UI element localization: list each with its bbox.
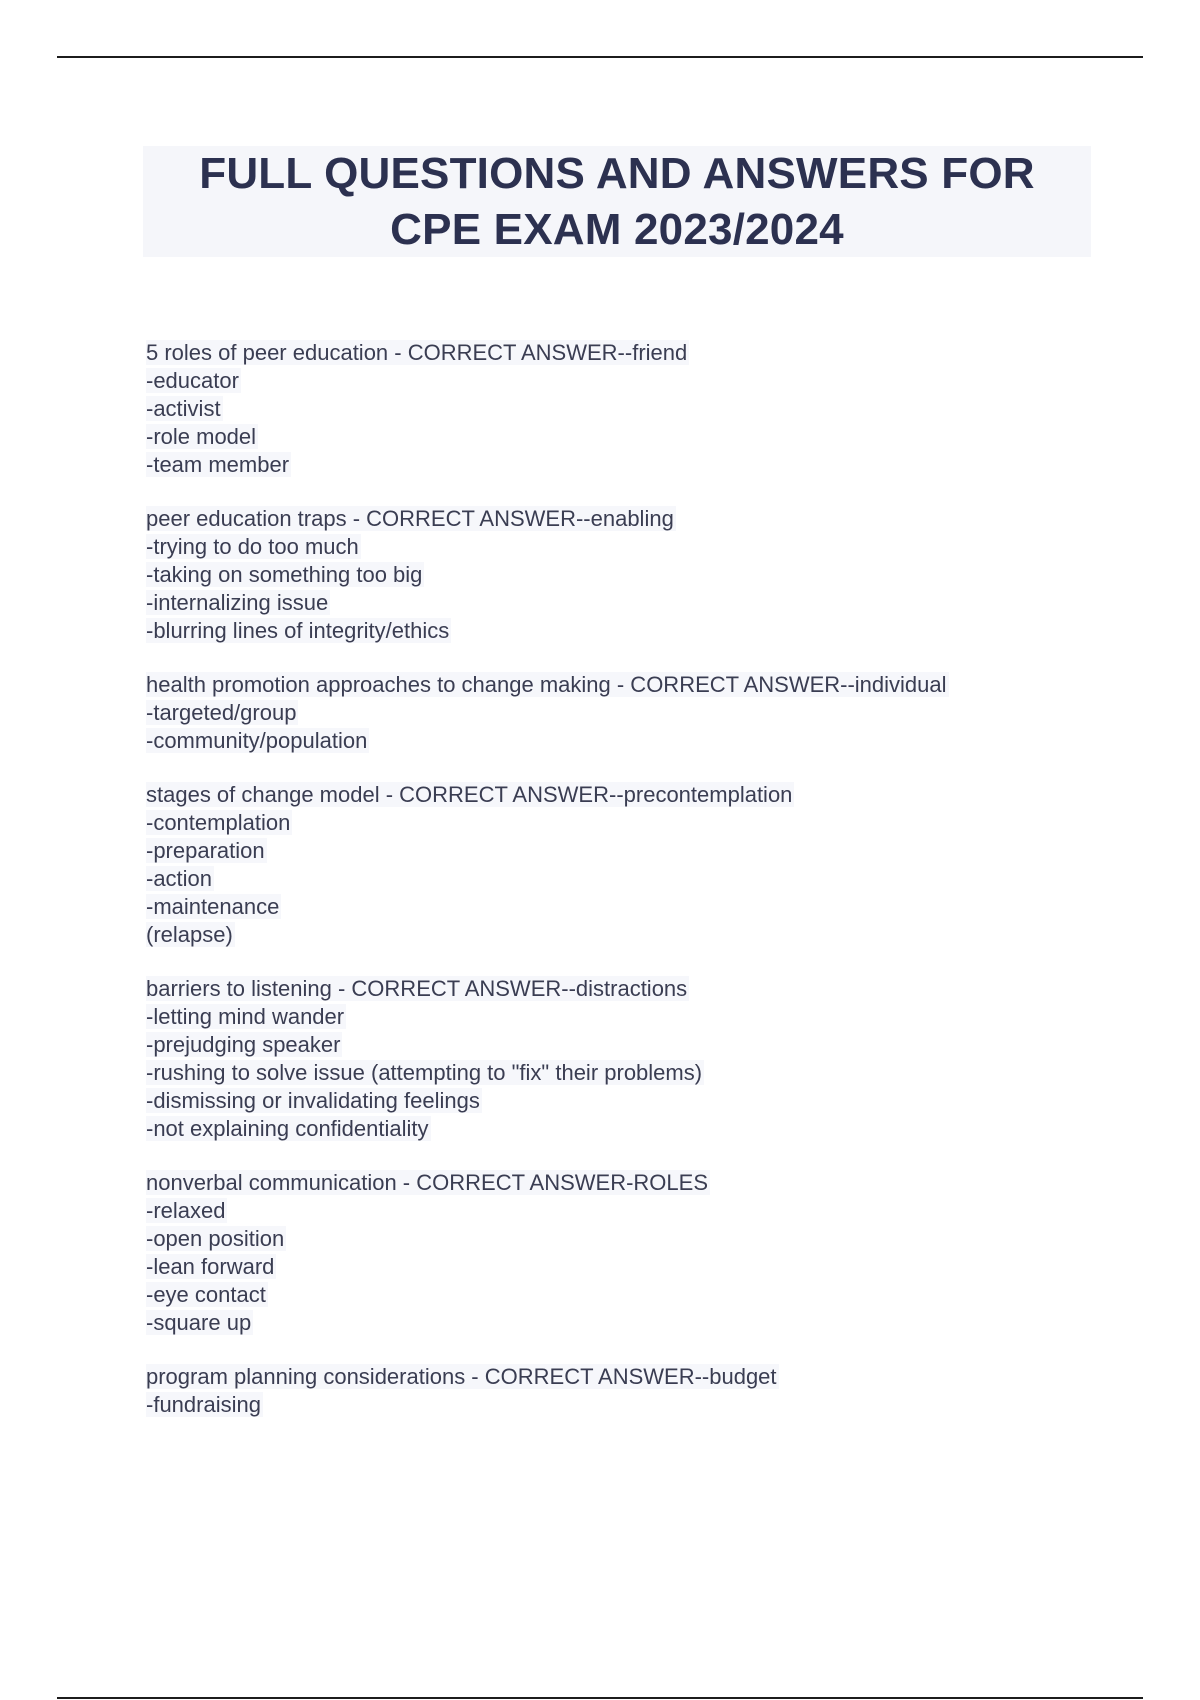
answer-item: -contemplation xyxy=(146,810,291,835)
qa-block xyxy=(146,339,1106,479)
answer-item: -eye contact xyxy=(146,1282,266,1307)
question-line: nonverbal communication - CORRECT ANSWER-ROLES xyxy=(146,1170,708,1195)
answer-item: -maintenance xyxy=(146,894,280,919)
qa-block xyxy=(146,781,1106,949)
answer-item: -community/population xyxy=(146,728,368,753)
answer-item: -dismissing or invalidating feelings xyxy=(146,1088,480,1113)
answer-item: -role model xyxy=(146,424,257,449)
answer-item: -prejudging speaker xyxy=(146,1032,341,1057)
answer-item: -open position xyxy=(146,1226,285,1251)
answer-item: -taking on something too big xyxy=(146,562,423,587)
top-rule xyxy=(57,56,1143,58)
answer-item: -team member xyxy=(146,452,290,477)
answer-item: -targeted/group xyxy=(146,700,297,725)
answer-item: -action xyxy=(146,866,213,891)
answer-item: (relapse) xyxy=(146,922,233,947)
bottom-rule xyxy=(57,1697,1143,1699)
qa-block xyxy=(146,505,1106,645)
qa-block xyxy=(146,1169,1106,1337)
document-title xyxy=(199,146,1035,258)
answer-item: -square up xyxy=(146,1310,252,1335)
qa-block xyxy=(146,1363,1106,1419)
answer-item: -letting mind wander xyxy=(146,1004,345,1029)
question-line: peer education traps - CORRECT ANSWER--enabling xyxy=(146,506,674,531)
answer-item: -trying to do too much xyxy=(146,534,359,559)
question-line: health promotion approaches to change making - CORRECT ANSWER--individual xyxy=(146,672,947,697)
answer-item: -not explaining confidentiality xyxy=(146,1116,429,1141)
answer-item: -relaxed xyxy=(146,1198,226,1223)
title-line-1: FULL QUESTIONS AND ANSWERS FOR xyxy=(199,148,1035,198)
title-banner xyxy=(143,146,1091,257)
question-line: stages of change model - CORRECT ANSWER--precontemplation xyxy=(146,782,793,807)
question-line: program planning considerations - CORRECT ANSWER--budget xyxy=(146,1364,777,1389)
qa-list xyxy=(146,339,1106,1445)
answer-item: -internalizing issue xyxy=(146,590,329,615)
qa-block xyxy=(146,671,1106,755)
answer-item: -activist xyxy=(146,396,221,421)
question-line: barriers to listening - CORRECT ANSWER--distractions xyxy=(146,976,688,1001)
qa-block xyxy=(146,975,1106,1143)
question-line: 5 roles of peer education - CORRECT ANSWER--friend xyxy=(146,340,688,365)
answer-item: -rushing to solve issue (attempting to "fix" their problems) xyxy=(146,1060,703,1085)
answer-item: -preparation xyxy=(146,838,265,863)
answer-item: -blurring lines of integrity/ethics xyxy=(146,618,450,643)
answer-item: -lean forward xyxy=(146,1254,275,1279)
answer-item: -fundraising xyxy=(146,1392,261,1417)
title-line-2: CPE EXAM 2023/2024 xyxy=(390,204,844,254)
answer-item: -educator xyxy=(146,368,239,393)
